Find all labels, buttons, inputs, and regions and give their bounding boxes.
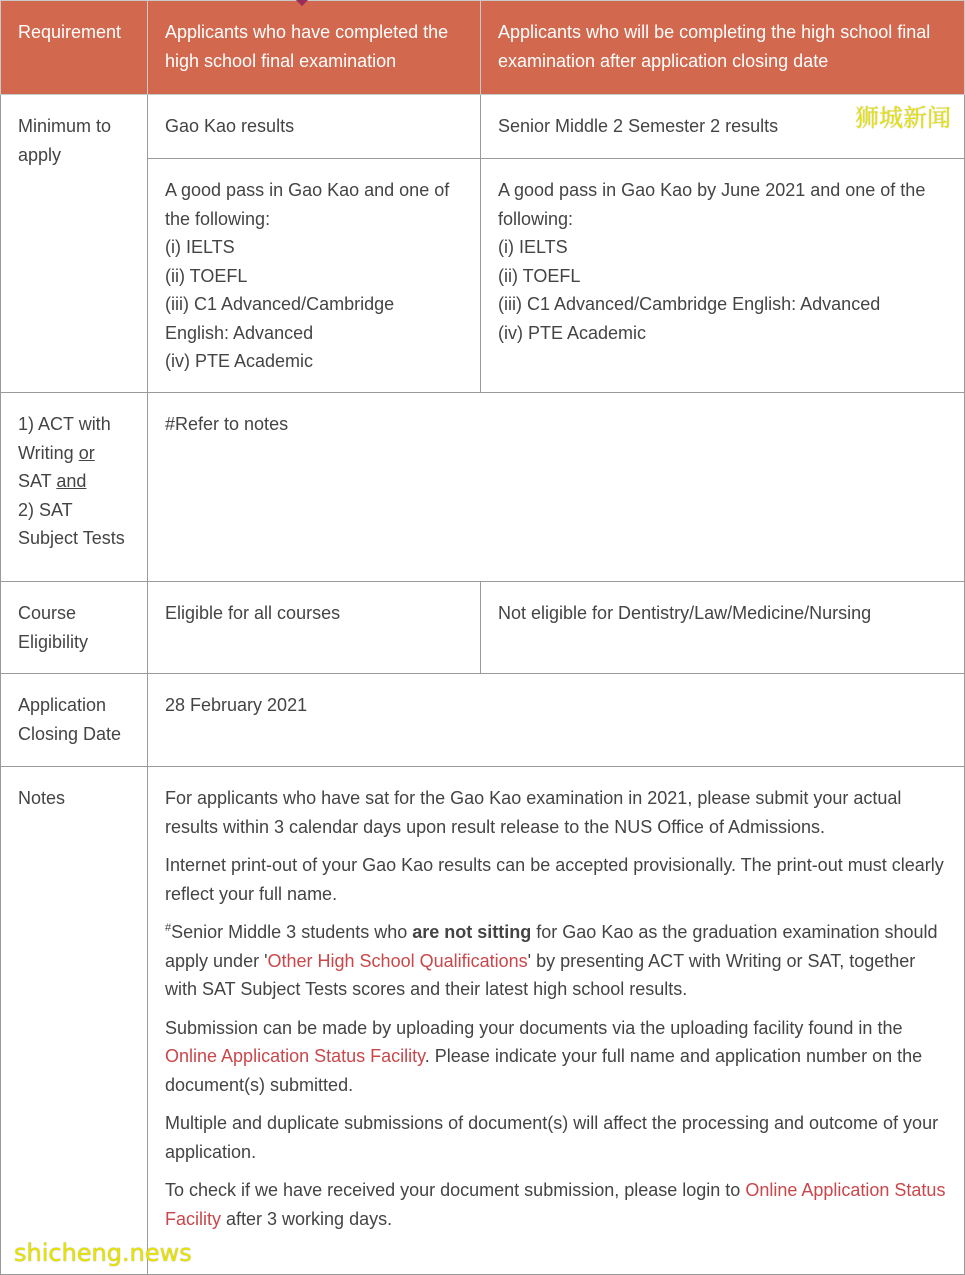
option: (iv) PTE Academic [165, 351, 314, 371]
table-row [1, 393, 965, 582]
act-value: #Refer to notes [148, 393, 965, 582]
completed-requirements [148, 159, 481, 393]
text: To check if we have received your document submission, please login to [165, 1180, 746, 1200]
option: (i) IELTS [498, 237, 568, 257]
watermark-bottom: shicheng.news [14, 1239, 192, 1267]
table-row [1, 582, 965, 674]
header-requirement: Requirement [1, 1, 148, 95]
course-completing: Not eligible for Dentistry/Law/Medicine/Nursing [481, 582, 965, 674]
note: Internet print-out of your Gao Kao results can be accepted provisionally. The print-out must clearly reflect your full name. [165, 855, 944, 904]
intro: A good pass in Gao Kao and one of the following: [165, 180, 450, 229]
text: Senior Middle 3 students who [171, 922, 413, 942]
header-row [1, 1, 965, 95]
option: (i) IELTS [165, 237, 235, 257]
text: ' by presenting ACT with Writing or SAT, together with SAT Subject Tests scores and their latest high school results. [165, 950, 916, 999]
table-row [1, 767, 965, 1275]
text: SAT [18, 471, 57, 491]
course-completed: Eligible for all courses [148, 582, 481, 674]
text: and [56, 471, 87, 491]
completing-results: Senior Middle 2 Semester 2 results [481, 95, 965, 159]
intro: A good pass in Gao Kao by June 2021 and one of the following: [498, 180, 926, 229]
completed-results: Gao Kao results [148, 95, 481, 159]
text: Submission can be made by uploading your documents via the uploading facility found in the [165, 1017, 903, 1038]
table-row [1, 674, 965, 767]
text: are not sitting [412, 922, 532, 942]
text: 1) ACT with Writing [18, 414, 111, 463]
option: (iv) PTE Academic [498, 322, 647, 343]
text: for Gao Kao as the graduation examination should apply under ' [165, 922, 938, 971]
text: # [165, 922, 172, 934]
course-label: Course Eligibility [1, 582, 148, 674]
notes-content [148, 767, 965, 1275]
notes-label: Notes [1, 767, 148, 1275]
text: or [78, 442, 95, 463]
text: after 3 working days. [221, 1208, 393, 1229]
header-completed: Applicants who have completed the high school final examination [148, 1, 481, 95]
other-qualifications-link[interactable]: Other High School Qualifications [267, 950, 528, 971]
status-facility-link[interactable]: Online Application Status Facility [165, 1046, 425, 1066]
text: . Please indicate your full name and application number on the document(s) submitted. [165, 1046, 923, 1095]
watermark-top: 狮城新闻 [855, 104, 951, 132]
completing-requirements [481, 159, 965, 393]
act-label [1, 393, 148, 582]
minimum-label: Minimum to apply [1, 95, 148, 393]
note [165, 1176, 947, 1233]
option: (ii) TOEFL [165, 265, 248, 286]
text: 2) SAT Subject Tests [18, 499, 125, 548]
note: For applicants who have sat for the Gao Kao examination in 2021, please submit your actual results within 3 calendar days upon result release to the NUS Office of Admissions. [165, 788, 902, 837]
status-facility-link[interactable]: Online Application Status Facility [165, 1180, 946, 1229]
option: (iii) C1 Advanced/Cambridge English: Advanced [165, 294, 395, 343]
table-row [1, 95, 965, 159]
note: Multiple and duplicate submissions of document(s) will affect the processing and outcome of your application. [165, 1113, 939, 1162]
note [165, 918, 947, 1004]
closing-value: 28 February 2021 [148, 674, 965, 767]
header-completing: Applicants who will be completing the high school final examination after application closing date [481, 1, 965, 95]
closing-label: Application Closing Date [1, 674, 148, 767]
note [165, 1014, 947, 1100]
option: (ii) TOEFL [498, 265, 581, 286]
option: (iii) C1 Advanced/Cambridge English: Advanced [498, 294, 881, 314]
